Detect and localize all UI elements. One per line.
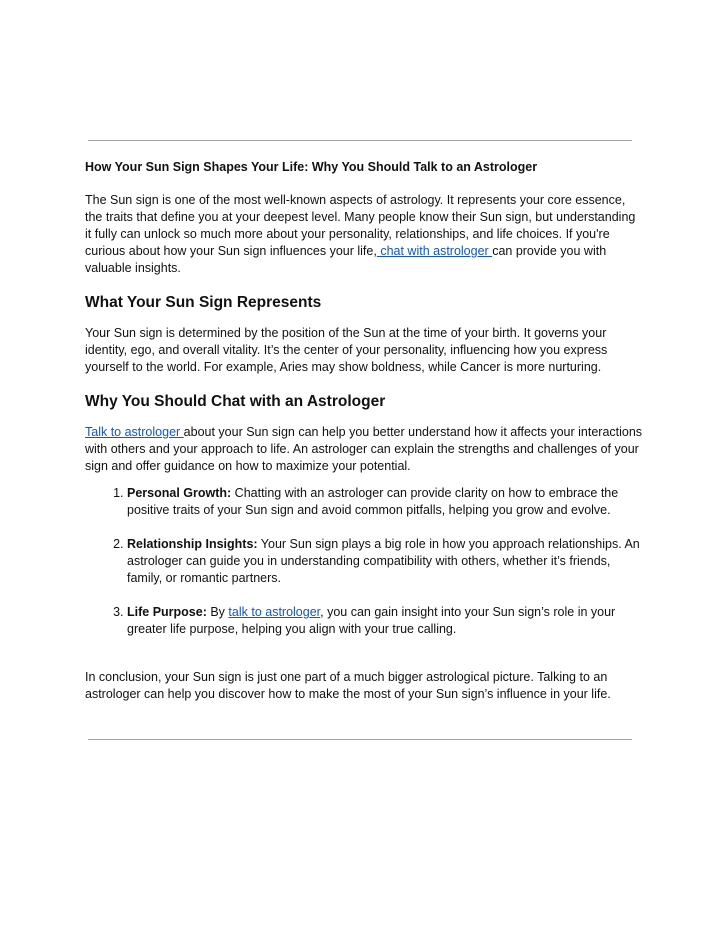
list-item-personal-growth	[127, 485, 645, 519]
list-item-relationship-insights	[127, 536, 645, 587]
section-heading-sun-sign: What Your Sun Sign Represents	[85, 294, 322, 311]
benefits-list	[85, 485, 645, 638]
bottom-divider	[88, 739, 632, 740]
list-item-label: Life Purpose:	[127, 605, 207, 619]
article-body	[85, 158, 645, 703]
top-divider	[88, 140, 632, 141]
chat-with-astrologer-link[interactable]: chat with astrologer	[376, 244, 493, 258]
list-item-text-end: , you can gain insight into your Sun sign’s role in your greater life purpose, helping you align with your true calling.	[127, 605, 616, 636]
sun-sign-paragraph: Your Sun sign is determined by the position of the Sun at the time of your birth. It governs your identity, ego, and overall vitality. It’s the center of your personality, influencing how you express yourself to the world. For example, Aries may show boldness, while Cancer is more nurturing.	[85, 326, 608, 374]
list-item-text: Chatting with an astrologer can provide clarity on how to embrace the positive traits of your Sun sign and avoid common pitfalls, helping you grow and evolve.	[127, 486, 619, 517]
section-heading-chat: Why You Should Chat with an Astrologer	[85, 393, 386, 410]
chat-paragraph-text: about your Sun sign can help you better understand how it affects your interactions with others and your approach to life. An astrologer can explain the strengths and challenges of your sign and offer guidance on how to maximize your potential.	[85, 425, 643, 473]
intro-text: The Sun sign is one of the most well-known aspects of astrology. It represents your core essence, the traits that define you at your deepest level. Many people know their Sun sign, but understanding it fully can unlock so much more about your personality, relationships, and life choices. If you're curious about how your Sun sign influences your life,	[85, 193, 636, 258]
intro-text-end: can provide you with valuable insights.	[85, 244, 607, 275]
intro-paragraph	[85, 192, 645, 277]
conclusion-paragraph: In conclusion, your Sun sign is just one part of a much bigger astrological picture. Talking to an astrologer can help you discover how to make the most of your Sun sign’s influence in your life.	[85, 670, 611, 701]
list-item-text: By	[206, 605, 229, 619]
list-item-text: Your Sun sign plays a big role in how you approach relationships. An astrologer can guide you in understanding compatibility with others, whether it’s friends, family, or romantic partners.	[127, 537, 640, 585]
talk-to-astrologer-inline-link[interactable]: talk to astrologer	[228, 605, 321, 619]
list-item-label: Personal Growth:	[127, 486, 232, 500]
list-item-label: Relationship Insights:	[127, 537, 258, 551]
article-title: How Your Sun Sign Shapes Your Life: Why You Should Talk to an Astrologer	[85, 160, 538, 174]
chat-paragraph	[85, 424, 645, 475]
talk-to-astrologer-link[interactable]: Talk to astrologer	[85, 425, 184, 439]
list-item-life-purpose	[127, 604, 645, 638]
